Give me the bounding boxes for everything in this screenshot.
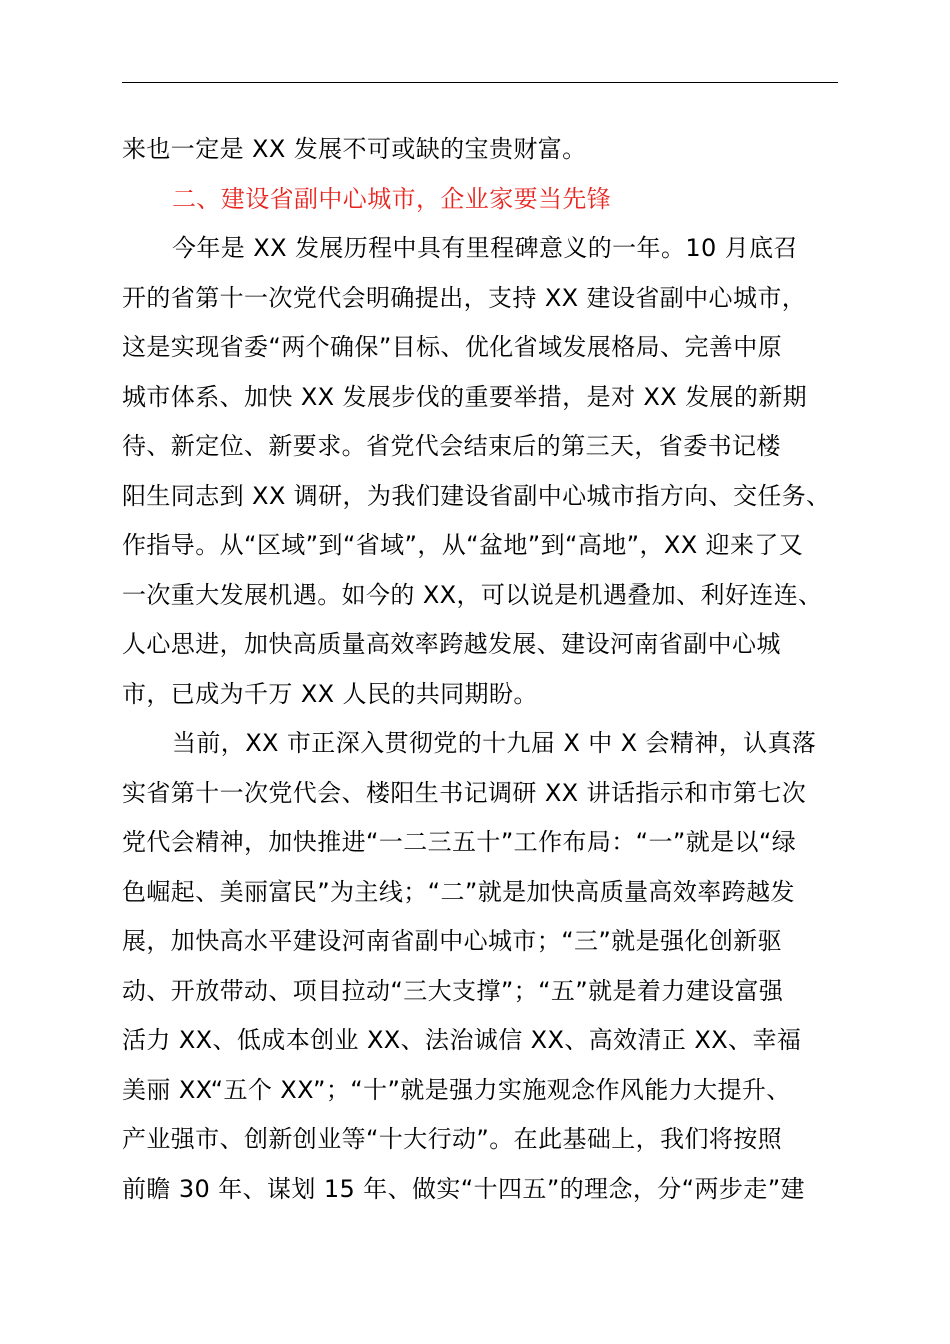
- paragraph-line: 色崛起、美丽富民”为主线；“二”就是加快高质量高效率跨越发: [122, 877, 795, 906]
- paragraph-line: 当前，XX 市正深入贯彻党的十九届 X 中 X 会精神，认真落: [172, 729, 817, 757]
- section-heading: 二、建设省副中心城市，企业家要当先锋: [172, 184, 612, 213]
- document-body: [122, 125, 838, 1214]
- paragraph-line: 来也一定是 XX 发展不可或缺的宝贵财富。: [122, 135, 587, 163]
- paragraph-line: 党代会精神，加快推进“一二三五十”工作布局：“一”就是以“绿: [122, 828, 797, 856]
- paragraph-line: 作指导。从“区域”到“省域”，从“盆地”到“高地”，XX 迎来了又: [122, 531, 804, 559]
- paragraph-line: 今年是 XX 发展历程中具有里程碑意义的一年。10 月底召: [172, 234, 798, 262]
- paragraph-line: 产业强市、创新创业等“十大行动”。在此基础上，我们将按照: [122, 1125, 783, 1153]
- header-rule: [122, 82, 838, 83]
- paragraph-line: 阳生同志到 XX 调研，为我们建设省副中心城市指方向、交任务、: [122, 481, 831, 510]
- paragraph-line: 动、开放带动、项目拉动“三大支撑”；“五”就是着力建设富强: [122, 976, 784, 1005]
- paragraph-line: 这是实现省委“两个确保”目标、优化省域发展格局、完善中原: [122, 333, 783, 361]
- paragraph-line: 人心思进，加快高质量高效率跨越发展、建设河南省副中心城: [122, 630, 781, 658]
- paragraph-line: 展，加快高水平建设河南省副中心城市；“三”就是强化创新驱: [122, 927, 783, 955]
- paragraph-line: 实省第十一次党代会、楼阳生书记调研 XX 讲话指示和市第七次: [122, 778, 807, 807]
- paragraph-line: 前瞻 30 年、谋划 15 年、做实“十四五”的理念，分“两步走”建: [122, 1174, 805, 1203]
- paragraph-line: 美丽 XX“五个 XX”；“十”就是强力实施观念作风能力大提升、: [122, 1075, 791, 1104]
- paragraph-line: 城市体系、加快 XX 发展步伐的重要举措，是对 XX 发展的新期: [122, 382, 808, 411]
- paragraph-line: 市，已成为千万 XX 人民的共同期盼。: [122, 679, 538, 708]
- paragraph-line: 活力 XX、低成本创业 XX、法治诚信 XX、高效清正 XX、幸福: [122, 1026, 802, 1054]
- paragraph-line: 一次重大发展机遇。如今的 XX，可以说是机遇叠加、利好连连、: [122, 580, 823, 609]
- paragraph-line: 开的省第十一次党代会明确提出，支持 XX 建设省副中心城市，: [122, 283, 807, 312]
- paragraph-line: 待、新定位、新要求。省党代会结束后的第三天，省委书记楼: [122, 432, 781, 460]
